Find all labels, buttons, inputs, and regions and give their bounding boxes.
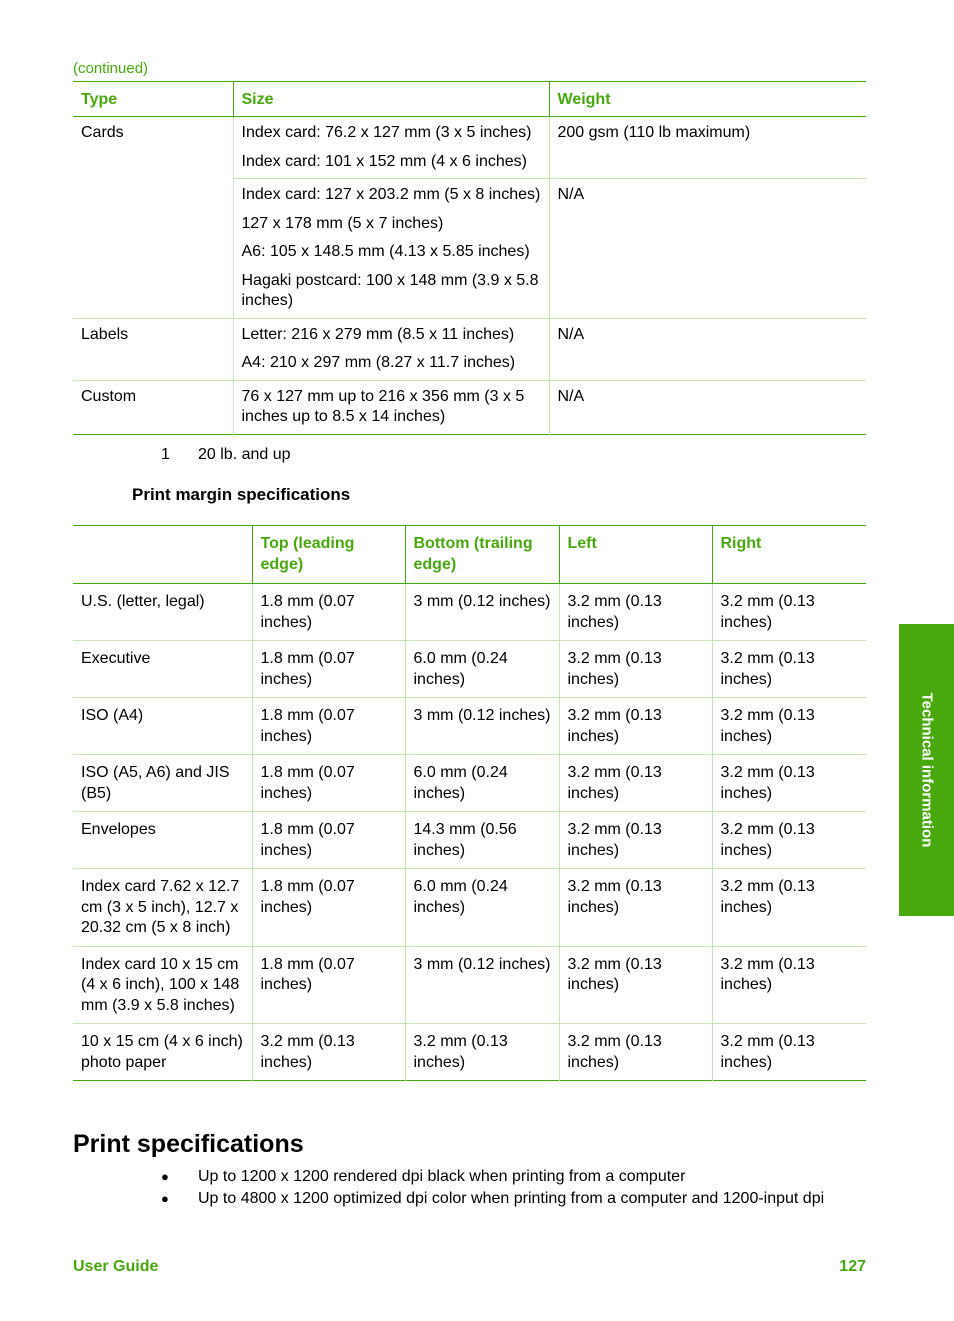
side-tab-label: Technical information [918, 692, 935, 848]
cell-right: 3.2 mm (0.13 inches) [712, 584, 866, 641]
cell-top: 3.2 mm (0.13 inches) [252, 1024, 405, 1081]
cell-media: Index card 10 x 15 cm (4 x 6 inch), 100 x 148 mm (3.9 x 5.8 inches) [73, 946, 252, 1024]
continued-label: (continued) [73, 60, 149, 77]
cell-top: 1.8 mm (0.07 inches) [252, 812, 405, 869]
list-item-text: Up to 1200 x 1200 rendered dpi black when printing from a computer [198, 1168, 686, 1185]
column-header-left: Left [559, 526, 712, 584]
cell-left: 3.2 mm (0.13 inches) [559, 755, 712, 812]
cell-bottom: 6.0 mm (0.24 inches) [405, 869, 559, 947]
cell-media: ISO (A5, A6) and JIS (B5) [73, 755, 252, 812]
cell-weight: 200 gsm (110 lb maximum) [549, 117, 866, 179]
cell-weight: N/A [549, 318, 866, 380]
size-line: Index card: 127 x 203.2 mm (5 x 8 inches) [241, 186, 541, 203]
footnote-number: 1 [161, 446, 170, 463]
cell-left: 3.2 mm (0.13 inches) [559, 641, 712, 698]
cell-bottom: 3.2 mm (0.13 inches) [405, 1024, 559, 1081]
cell-top: 1.8 mm (0.07 inches) [252, 869, 405, 947]
cell-top: 1.8 mm (0.07 inches) [252, 946, 405, 1024]
size-line: Index card: 76.2 x 127 mm (3 x 5 inches) [241, 124, 532, 141]
column-header-top: Top (leading edge) [252, 526, 405, 584]
table-row [73, 869, 866, 947]
column-header-bottom: Bottom (trailing edge) [405, 526, 559, 584]
cell-left: 3.2 mm (0.13 inches) [559, 698, 712, 755]
cell-right: 3.2 mm (0.13 inches) [712, 869, 866, 947]
cell-left: 3.2 mm (0.13 inches) [559, 812, 712, 869]
bullet-icon: ● [161, 1169, 169, 1184]
list-item-text: Up to 4800 x 1200 optimized dpi color when printing from a computer and 1200-input dpi [198, 1190, 825, 1207]
table-row [73, 1024, 866, 1081]
cell-right: 3.2 mm (0.13 inches) [712, 1024, 866, 1081]
paper-size-table [73, 81, 866, 435]
section-side-tab [899, 624, 954, 916]
cell-right: 3.2 mm (0.13 inches) [712, 946, 866, 1024]
cell-bottom: 3 mm (0.12 inches) [405, 698, 559, 755]
cell-bottom: 6.0 mm (0.24 inches) [405, 641, 559, 698]
cell-media: Executive [73, 641, 252, 698]
cell-size [233, 179, 549, 319]
cell-media: Index card 7.62 x 12.7 cm (3 x 5 inch), 12.7 x 20.32 cm (5 x 8 inch) [73, 869, 252, 947]
column-header-right: Right [712, 526, 866, 584]
cell-left: 3.2 mm (0.13 inches) [559, 869, 712, 947]
table-header-row [73, 526, 866, 584]
cell-type [73, 179, 233, 319]
cell-media: ISO (A4) [73, 698, 252, 755]
list-item [161, 1188, 881, 1210]
footnote-text: 20 lb. and up [198, 446, 291, 463]
footnote [161, 446, 291, 464]
table-row [73, 698, 866, 755]
column-header-size: Size [233, 82, 549, 117]
table-row [73, 812, 866, 869]
cell-right: 3.2 mm (0.13 inches) [712, 698, 866, 755]
cell-right: 3.2 mm (0.13 inches) [712, 755, 866, 812]
column-header-media [73, 526, 252, 584]
print-margin-table [73, 525, 866, 1081]
cell-left: 3.2 mm (0.13 inches) [559, 1024, 712, 1081]
cell-top: 1.8 mm (0.07 inches) [252, 698, 405, 755]
footer-guide-label: User Guide [73, 1258, 159, 1275]
table-row [73, 318, 866, 380]
size-line: A6: 105 x 148.5 mm (4.13 x 5.85 inches) [241, 243, 530, 260]
size-line: Letter: 216 x 279 mm (8.5 x 11 inches) [241, 325, 515, 343]
table-row [73, 755, 866, 812]
table-row [73, 946, 866, 1024]
cell-size [233, 380, 549, 434]
cell-left: 3.2 mm (0.13 inches) [559, 946, 712, 1024]
size-line: A4: 210 x 297 mm (8.27 x 11.7 inches) [241, 354, 516, 371]
table-row [73, 584, 866, 641]
margin-section-heading: Print margin specifications [132, 485, 351, 504]
page-number: 127 [839, 1258, 866, 1275]
cell-type: Custom [73, 380, 233, 434]
table-header-row [73, 82, 866, 117]
list-item [161, 1166, 881, 1188]
bullet-icon: ● [161, 1191, 169, 1206]
size-line: Index card: 101 x 152 mm (4 x 6 inches) [241, 152, 527, 170]
cell-right: 3.2 mm (0.13 inches) [712, 812, 866, 869]
size-line: 127 x 178 mm (5 x 7 inches) [241, 214, 444, 232]
table-row [73, 117, 866, 179]
column-header-weight: Weight [549, 82, 866, 117]
cell-media: 10 x 15 cm (4 x 6 inch) photo paper [73, 1024, 252, 1081]
cell-bottom: 3 mm (0.12 inches) [405, 584, 559, 641]
column-header-type: Type [73, 82, 233, 117]
table-row [73, 380, 866, 434]
cell-bottom: 14.3 mm (0.56 inches) [405, 812, 559, 869]
print-spec-list [161, 1166, 881, 1210]
size-line: Hagaki postcard: 100 x 148 mm (3.9 x 5.8 inches) [241, 271, 539, 309]
size-line: 76 x 127 mm up to 216 x 356 mm (3 x 5 inches up to 8.5 x 14 inches) [241, 387, 525, 425]
cell-left: 3.2 mm (0.13 inches) [559, 584, 712, 641]
cell-media: U.S. (letter, legal) [81, 593, 205, 610]
cell-media: Envelopes [73, 812, 252, 869]
table-row [73, 641, 866, 698]
cell-top: 1.8 mm (0.07 inches) [252, 755, 405, 812]
cell-bottom: 3 mm (0.12 inches) [405, 946, 559, 1024]
print-specifications-heading: Print specifications [73, 1130, 304, 1158]
cell-bottom: 6.0 mm (0.24 inches) [405, 755, 559, 812]
cell-weight: N/A [549, 380, 866, 434]
cell-top: 1.8 mm (0.07 inches) [252, 641, 405, 698]
cell-type: Labels [73, 318, 233, 380]
table-row [73, 179, 866, 319]
cell-type: Cards [81, 124, 124, 141]
cell-right: 3.2 mm (0.13 inches) [712, 641, 866, 698]
cell-size [233, 117, 549, 179]
cell-size [233, 318, 549, 380]
cell-top: 1.8 mm (0.07 inches) [252, 584, 405, 641]
cell-weight: N/A [549, 179, 866, 319]
